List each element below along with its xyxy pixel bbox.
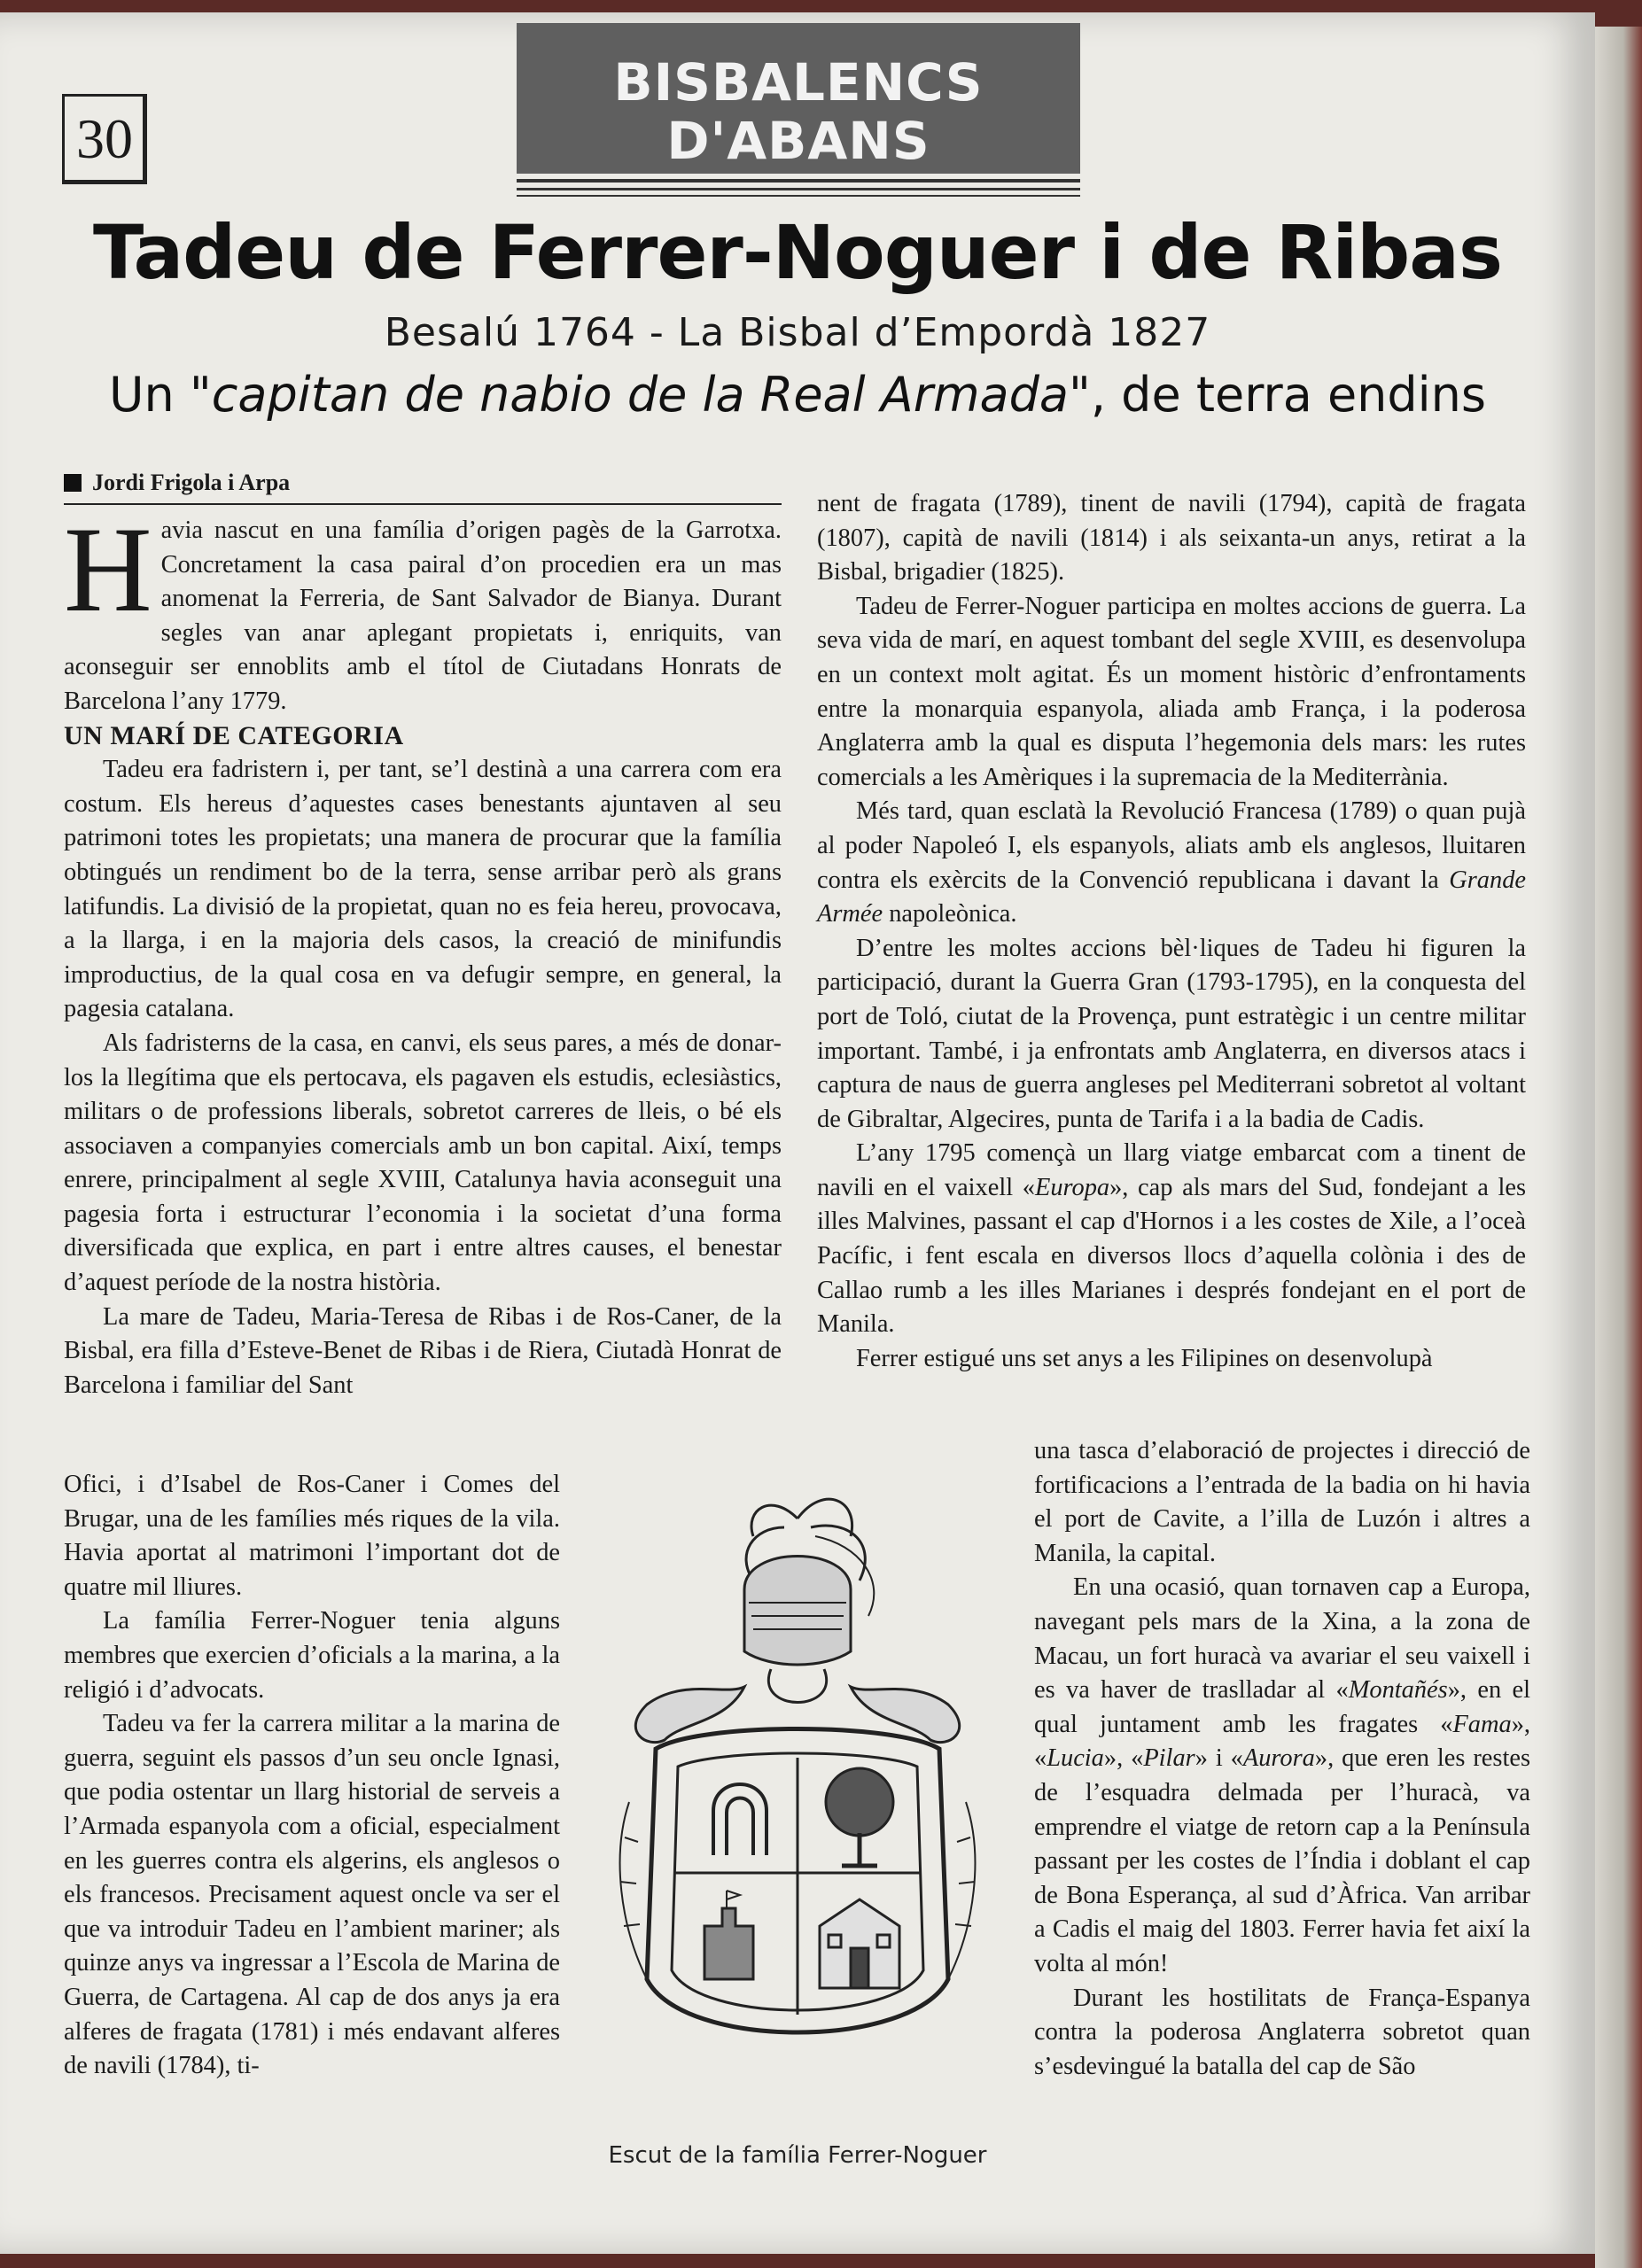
paragraph: Durant les hostilitats de França-Espanya contra la poderosa Anglaterra sobretot quan s’esdevingué la batalla del cap de São	[1034, 1984, 1530, 2080]
page-number-frame	[62, 94, 147, 184]
section-title-line1: BISBALENCS	[613, 52, 984, 113]
article-subtitle: Besalú 1764 - La Bisbal d’Empordà 1827	[384, 310, 1211, 355]
author-byline	[64, 470, 782, 505]
paragraph: En una ocasió, quan tornaven cap a Europa, navegant pels mars de la Xina, a la zona de Macau, un fort huracà va avariar el seu vaixell i es va haver de traslladar al «Montañés», en el qual juntament amb les fragates «Fama», «Lucia», «Pilar» i «Aurora», que eren les restes de l’esquadra delmada per l’huracà, va emprendre el viatge de retorn cap a la Península passant per les costes de l’Índia i doblant el cap de Bona Esperança, al sud d’Àfrica. Van arribar a Cadis el maig del 1803. Ferrer havia fet així la volta al món!	[1034, 1573, 1530, 1977]
page-number: 30	[62, 94, 144, 182]
left-narrow-column	[64, 1468, 560, 2084]
paragraph: Tadeu era fadristern i, per tant, se’l destinà a una carrera com era costum. Els hereus d’aquestes cases benestants ajuntaven al seu patrimoni totes les propietats; una manera de procurar que la família obtingués un rendiment bo de la terra, sense arribar però als grans latifundis. La divisió de la propietat, quan no es feia hereu, provocava, a la llarga, i en la majoria dels casos, la creació de minifundis improductius, de la qual cosa en va defugir sempre, en general, la pagesia catalana.	[64, 756, 782, 1023]
paragraph: una tasca d’elaboració de projectes i direcció de fortificacions a l’entrada de la badia on hi havia el port de Cavite, a l’illa de Luzón i altres a Manila, la capital.	[1034, 1437, 1530, 1567]
section-heading: UN MARÍ DE CATEGORIA	[64, 720, 404, 750]
section-title-line2: D'ABANS	[666, 111, 930, 171]
paragraph: D’entre les moltes accions bèl·liques de Tadeu hi figuren la participació, durant la Guerra Gran (1793-1795), en la conquesta del port de Toló, ciutat de la Provença, punt estratègic i un centre militar important. També, i ja enfrontats amb Anglaterra, en diversos atacs i captura de naus de guerra angleses pel Mediterrani sobretot al voltant de Gibraltar, Algecires, punta de Tarifa i a la badia de Cadis.	[817, 934, 1526, 1133]
coat-of-arms-illustration	[594, 1483, 1001, 2121]
paragraph: La mare de Tadeu, Maria-Teresa de Ribas i de Ros-Caner, de la Bisbal, era filla d’Esteve-Benet de Ribas i de Riera, Ciutadà Honrat de Barcelona i familiar del Sant	[64, 1302, 782, 1399]
paragraph: Més tard, quan esclatà la Revolució Francesa (1789) o quan pujà al poder Napoleó I, els espanyols, aliats amb els anglesos, lluitaren contra els exèrcits de la Convenció republicana i davant la Grande Armée napoleònica.	[817, 797, 1526, 928]
figure-caption: Escut de la família Ferrer-Noguer	[608, 2142, 987, 2169]
banner-rule	[517, 188, 1080, 190]
author-name: Jordi Frigola i Arpa	[92, 470, 291, 495]
right-narrow-column	[1034, 1434, 1530, 2084]
drop-cap: H	[64, 501, 152, 637]
paragraph: Tadeu va fer la carrera militar a la marina de guerra, seguint els passos d’un seu oncle Ignasi, que podia ostentar un llarg historial de serveis a l’Armada espanyola com a oficial, especialment en les guerres contra els algerins, els anglesos o els francesos. Precisament aquest oncle va ser el que va introduir Tadeu en l’ambient mariner; als quinze anys va ingressar a l’Escola de Marina de Guerra, de Cartagena. Al cap de dos anys ja era alferes de fragata (1781) i més endavant alferes de navili (1784), ti-	[64, 1710, 560, 2080]
paragraph: L’any 1795 començà un llarg viatge embarcat com a tinent de navili en el vaixell «Europa», cap als mars del Sud, fondejant a les illes Malvines, passant el cap d'Hornos i a les costes de Xile, a l’oceà Pacífic, i fent escala en diversos llocs d’aquella colònia i des de Callao rumb a les illes Marianes i després fondejant en el port de Manila.	[817, 1139, 1526, 1339]
paragraph: Als fadristerns de la casa, en canvi, els seus pares, a més de donar-los la llegítima que els pertocava, els pagaven els estudis, eclesiàstics, militars o de professions liberals, sobretot carreres de lleis, o bé els associaven a companyies comercials amb un bon capital. Així, temps enrere, principalment al segle XVIII, Catalunya havia aconseguit una pagesia forta i estructurar l’economia i la societat d’una forma diversificada que explica, en part i entre altres causes, el benestar d’aquest període de la nostra història.	[64, 1029, 782, 1297]
paragraph: Tadeu de Ferrer-Noguer participa en moltes accions de guerra. La seva vida de marí, en aquest tombant del segle XVIII, es desenvolupa en un context molt agitat. És un moment històric d’enfrontaments entre la monarquia espanyola, aliada amb França, i la poderosa Anglaterra amb la qual es disputa l’hegemonia dels mars: les rutes comercials a les Amèriques i la supremacia de la Mediterrània.	[817, 592, 1526, 791]
paragraph: nent de fragata (1789), tinent de navili (1794), capità de fragata (1807), capità de navili (1814) i als seixanta-un anys, retirat a la Bisbal, brigadier (1825).	[817, 490, 1526, 586]
section-banner	[517, 23, 1080, 174]
banner-rule	[517, 195, 1080, 197]
bullet-square-icon	[64, 474, 82, 492]
magazine-page	[0, 12, 1595, 2254]
page-edge	[1595, 27, 1642, 2268]
right-column	[817, 487, 1526, 1376]
paragraph: La família Ferrer-Noguer tenia alguns membres que exercien d’oficials a la marina, a la religió i d’advocats.	[64, 1607, 560, 1704]
paragraph: Havia nascut en una família d’origen pagès de la Garrotxa. Concretament la casa pairal d’on procedien era un mas anomenat la Ferreria, de Sant Salvador de Bianya. Durant segles van anar aplegant propietats i, enriquits, van aconseguir ser ennoblits amb el títol de Ciutadans Honrats de Barcelona l’any 1779.	[64, 501, 782, 715]
article-title: Tadeu de Ferrer-Noguer i de Ribas	[93, 209, 1502, 296]
paragraph: Ferrer estigué uns set anys a les Filipines on desenvolupà	[856, 1344, 1433, 1372]
banner-rule	[517, 179, 1080, 183]
left-column	[64, 501, 782, 1402]
paragraph: Ofici, i d’Isabel de Ros-Caner i Comes del Brugar, una de les famílies més riques de la vila. Havia aportat al matrimoni l’important dot de quatre mil lliures.	[64, 1471, 560, 1601]
article-tagline: Un "capitan de nabio de la Real Armada", de terra endins	[108, 367, 1487, 423]
